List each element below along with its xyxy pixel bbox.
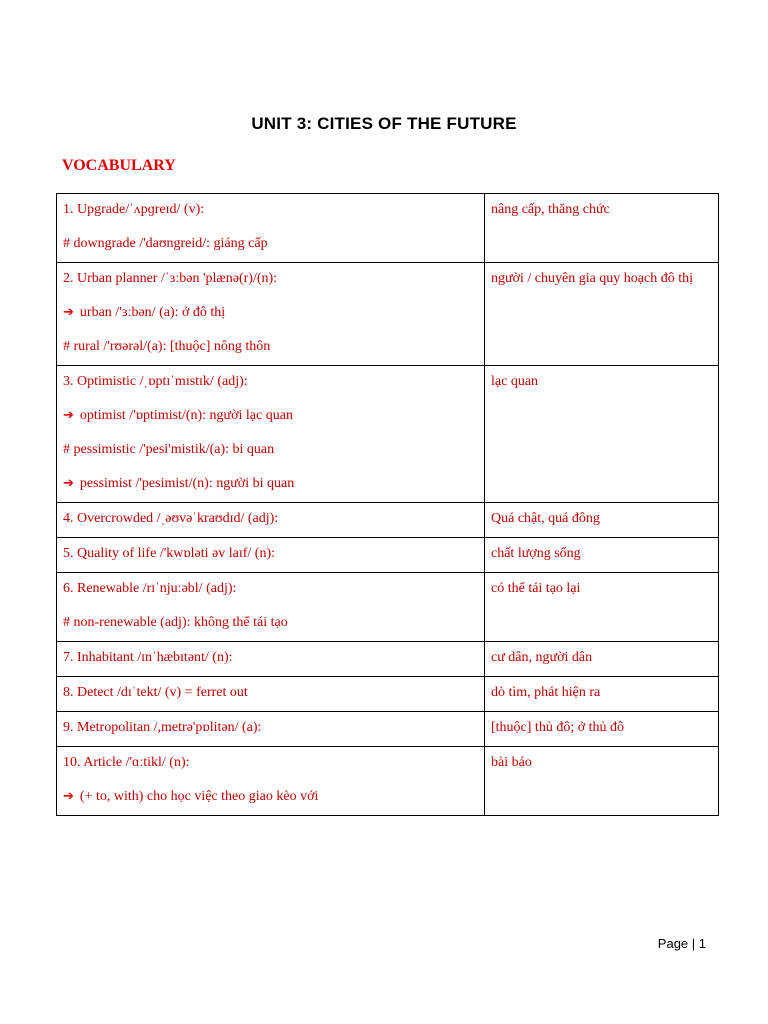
section-heading: VOCABULARY [62, 157, 176, 174]
vocab-meaning-cell: dò tìm, phát hiện ra [485, 677, 719, 712]
vocab-line [63, 338, 478, 355]
vocab-line [63, 545, 478, 562]
vocab-line [63, 270, 478, 287]
vocab-line [63, 510, 478, 527]
vocab-term-cell [57, 747, 485, 816]
vocab-line-text: 7. Inhabitant /ɪnˈhæbɪtənt/ (n): [63, 650, 233, 665]
vocab-line [63, 754, 478, 771]
vocab-line [63, 684, 478, 701]
vocab-line-text: optimist /'ɒptimist/(n): người lạc quan [79, 408, 293, 423]
vocab-line [63, 407, 478, 424]
vocab-line [63, 201, 478, 218]
vocab-line-text: 9. Metropolitan /,metrə'pɒlitən/ (a): [63, 720, 262, 735]
vocab-line [63, 719, 478, 736]
vocab-meaning-cell: [thuộc] thủ đô; ở thủ đô [485, 712, 719, 747]
vocab-line [63, 304, 478, 321]
vocab-meaning-cell: người / chuyên gia quy hoạch đô thị [485, 263, 719, 366]
vocab-term-cell [57, 503, 485, 538]
vocab-line-text: # non-renewable (adj): không thể tái tạo [63, 615, 288, 630]
table-row [57, 573, 719, 642]
vocab-line-text: # downgrade /'daʊngreid/: giáng cấp [63, 236, 268, 251]
vocab-line-text: # rural /'rʊərəl/(a): [thuộc] nông thôn [63, 339, 271, 354]
table-row [57, 712, 719, 747]
vocab-line-text: pessimist /'pesimist/(n): người bi quan [79, 476, 295, 491]
document-title: UNIT 3: CITIES OF THE FUTURE [251, 114, 517, 133]
vocab-line [63, 441, 478, 458]
vocab-line [63, 475, 478, 492]
vocab-line-text: 8. Detect /dɪˈtekt/ (v) = ferret out [63, 685, 248, 700]
vocab-term-cell [57, 263, 485, 366]
arrow-icon: ➔ [63, 408, 74, 423]
vocab-term-cell [57, 538, 485, 573]
vocab-line [63, 614, 478, 631]
vocab-meaning-cell: cư dân, người dân [485, 642, 719, 677]
vocab-line [63, 649, 478, 666]
vocab-line-text: (+ to, with) cho học việc theo giao kèo với [79, 789, 319, 804]
vocab-line-text: 4. Overcrowded /ˌəʊvəˈkraʊdɪd/ (adj): [63, 511, 279, 526]
vocab-line-text: urban /'ɜːbən/ (a): ở đô thị [79, 305, 226, 320]
vocab-line-text: 5. Quality of life /'kwɒləti əv laɪf/ (n): [63, 546, 276, 561]
vocab-line-text: 3. Optimistic /ˌɒptɪˈmɪstɪk/ (adj): [63, 374, 248, 389]
arrow-icon: ➔ [63, 476, 74, 491]
table-row [57, 194, 719, 263]
vocab-term-cell [57, 366, 485, 503]
vocab-line-text: 1. Upgrade/ˈʌpɡreɪd/ (v): [63, 202, 205, 217]
vocab-line [63, 235, 478, 252]
vocab-line [63, 788, 478, 805]
vocab-meaning-cell: có thể tái tạo lại [485, 573, 719, 642]
vocab-term-cell [57, 194, 485, 263]
vocab-meaning-cell: bài báo [485, 747, 719, 816]
table-row [57, 538, 719, 573]
vocab-line [63, 373, 478, 390]
vocab-line-text: 6. Renewable /rɪˈnjuːəbl/ (adj): [63, 581, 237, 596]
vocab-line-text: # pessimistic /'pesi'mistik/(a): bi quan [63, 442, 275, 457]
page-number: Page | 1 [657, 936, 706, 951]
table-row [57, 747, 719, 816]
vocabulary-table [56, 193, 719, 816]
table-row [57, 677, 719, 712]
vocab-line-text: 2. Urban planner /ˈɜːbən 'plænə(r)/(n): [63, 271, 278, 286]
vocab-meaning-cell: nâng cấp, thăng chức [485, 194, 719, 263]
vocab-line-text: 10. Article /'ɑːtikl/ (n): [63, 755, 190, 770]
table-row [57, 642, 719, 677]
vocab-term-cell [57, 677, 485, 712]
vocab-term-cell [57, 712, 485, 747]
vocab-meaning-cell: Quá chật, quá đông [485, 503, 719, 538]
vocab-meaning-cell: lạc quan [485, 366, 719, 503]
vocab-term-cell [57, 573, 485, 642]
vocab-line [63, 580, 478, 597]
vocab-meaning-cell: chất lượng sống [485, 538, 719, 573]
vocab-term-cell [57, 642, 485, 677]
arrow-icon: ➔ [63, 789, 74, 804]
table-row [57, 263, 719, 366]
arrow-icon: ➔ [63, 305, 74, 320]
table-row [57, 503, 719, 538]
table-row [57, 366, 719, 503]
